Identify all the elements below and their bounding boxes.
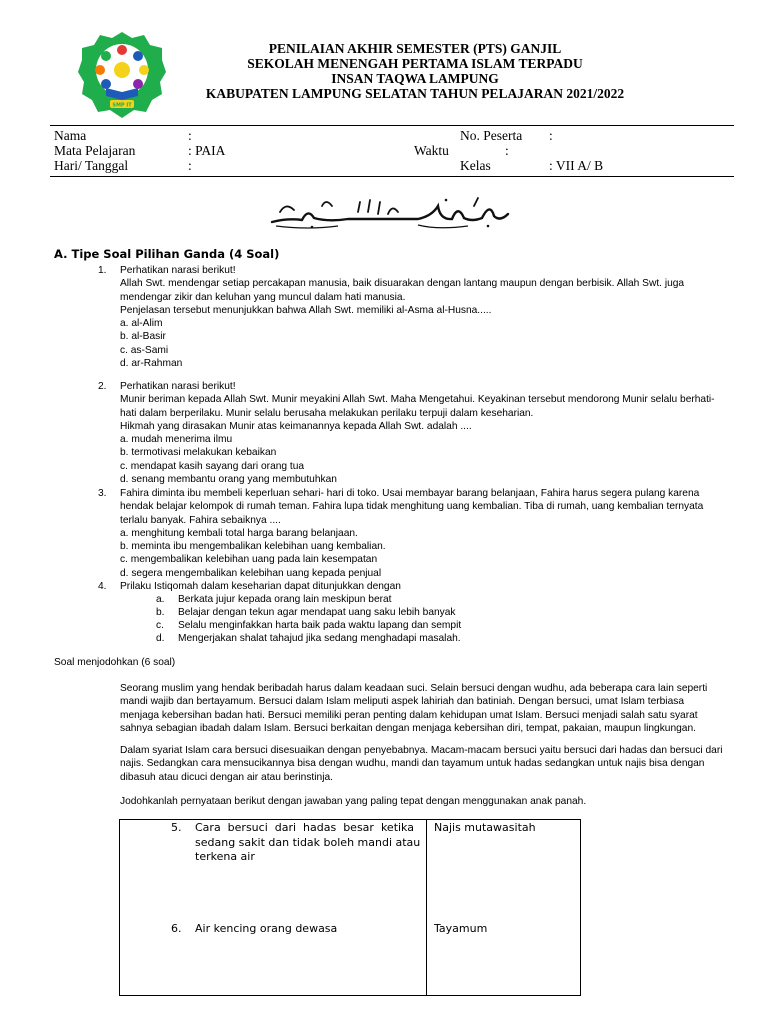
mapel-label: Mata Pelajaran — [54, 143, 136, 158]
paragraph-line: menjaga kebersihan badan hati. Bersuci memiliki peran penting dalam kehidupan umat Islam. Bersuci menjadi salah satu syarat — [120, 709, 698, 721]
match-row-6-statement: Air kencing orang dewasa — [195, 922, 338, 935]
q3-line: hendak belajar kelompok di rumah teman. Fahira lupa tidak menghitung uang kembalian. Tiba di rumah, uang kembalian ternyata — [120, 501, 704, 513]
nama-label: Nama — [54, 128, 87, 143]
q2-number: 2. — [98, 381, 107, 392]
q2-line: Munir beriman kepada Allah Swt. Munir meyakini Allah Swt. Maha Mengetahui. Keyakinan tersebut mendorong Munir selalu berhati- — [120, 394, 715, 406]
paragraph-line: mandi wajib dan bertayamum. Bersuci dalam Islam meliputi aspek lahiriah dan batiniah. Dengan bersuci, umat Islam terbiasa — [120, 696, 684, 708]
match-row-5-number: 5. — [171, 821, 182, 834]
q2-option-c: c. mendapat kasih sayang dari orang tua — [120, 460, 305, 472]
statement-line: sedang sakit dan tidak boleh mandi atau — [195, 835, 421, 849]
no-peserta-value: : — [549, 128, 553, 143]
q3-body — [120, 487, 728, 580]
hari-value: : — [188, 158, 192, 173]
statement-line: Cara bersuci dari hadas besar ketika — [195, 821, 414, 834]
header-line-4: KABUPATEN LAMPUNG SELATAN TAHUN PELAJARAN 2021/2022 — [205, 86, 625, 101]
q1-option-d: d. ar-Rahman — [120, 358, 183, 370]
q1-line: mendengar zikir dan keluhan yang muncul dalam hati manusia. — [120, 291, 406, 303]
q2-option-b: b. termotivasi melakukan kebaikan — [120, 447, 277, 459]
matching-table-divider — [426, 819, 427, 996]
matching-paragraph-1 — [120, 682, 732, 735]
school-logo — [76, 30, 168, 120]
q1-option-b: b. al-Basir — [120, 331, 166, 343]
q1-body — [120, 264, 728, 370]
kelas-label: Kelas — [460, 158, 491, 173]
logo-text: SMP IT — [112, 102, 132, 109]
matching-paragraph-2 — [120, 744, 732, 784]
match-row-6-number: 6. — [171, 922, 182, 935]
nama-value: : — [188, 128, 192, 143]
paragraph-line: Dalam syariat Islam cara bersuci disesuaikan dengan penyebabnya. Macam-macam bersuci yaitu bersuci dari hadas dan bersuci dari — [120, 745, 723, 756]
q1-number: 1. — [98, 265, 107, 276]
q1-line: Perhatikan narasi berikut! — [120, 265, 236, 276]
waktu-label: Waktu — [414, 143, 449, 158]
divider-top — [50, 125, 734, 126]
divider-bottom — [50, 176, 734, 177]
q1-line: Penjelasan tersebut menunjukkan bahwa Allah Swt. memiliki al-Asma al-Husna..... — [120, 304, 492, 316]
q4-option-d-letter: d. — [156, 633, 165, 644]
q3-line: Fahira diminta ibu membeli keperluan sehari- hari di toko. Usai membayar barang belanjaan, Fahira harus segera pulang karena — [120, 488, 700, 499]
q3-line: terlalu banyak. Fahira sebaiknya .... — [120, 514, 281, 526]
paragraph-line: najis. Sedangkan cara mensucikannya bisa dengan wudhu, mandi dan tayamum untuk hadas sedangkan untuk najis bisa dengan — [120, 758, 705, 770]
q4-number: 4. — [98, 581, 107, 592]
no-peserta-label: No. Peserta — [460, 128, 523, 143]
section-a-title: A. Tipe Soal Pilihan Ganda (4 Soal) — [54, 247, 280, 261]
mapel-value: : PAIA — [188, 143, 226, 158]
q2-line: Perhatikan narasi berikut! — [120, 381, 236, 392]
q3-option-b: b. meminta ibu mengembalikan kelebihan uang kembalian. — [120, 541, 386, 553]
q3-option-d: d. segera mengembalikan kelebihan uang kepada penjual — [120, 567, 382, 579]
matching-heading: Soal menjodohkan (6 soal) — [54, 657, 176, 668]
hari-label: Hari/ Tanggal — [54, 158, 129, 173]
q3-number: 3. — [98, 488, 107, 499]
q3-option-c: c. mengembalikan kelebihan uang pada lain kesempatan — [120, 554, 378, 566]
matching-instruction: Jodohkanlah pernyataan berikut dengan jawaban yang paling tepat dengan menggunakan anak panah. — [120, 796, 587, 807]
q4-option-a-text: Berkata jujur kepada orang lain meskipun berat — [178, 594, 392, 605]
q1-option-c: c. as-Sami — [120, 344, 169, 356]
waktu-value: : — [505, 143, 509, 158]
header-line-2: SEKOLAH MENENGAH PERTAMA ISLAM TERPADU — [247, 56, 583, 71]
header-line-1: PENILAIAN AKHIR SEMESTER (PTS) GANJIL — [268, 41, 562, 56]
q2-option-a: a. mudah menerima ilmu — [120, 434, 233, 446]
q2-line: Hikmah yang dirasakan Munir atas keimanannya kepada Allah Swt. adalah .... — [120, 420, 472, 432]
q4-option-d-text: Mengerjakan shalat tahajud jika sedang menghadapi masalah. — [178, 633, 461, 644]
kelas-value: : VII A/ B — [549, 158, 604, 173]
statement-line: terkena air — [195, 850, 255, 863]
q2-option-d: d. senang membantu orang yang membutuhkan — [120, 474, 337, 486]
q1-line: Allah Swt. mendengar setiap percakapan manusia, baik disuarakan dengan lantang maupun dengan berbisik. Allah Swt. juga — [120, 278, 685, 290]
q1-option-a: a. al-Alim — [120, 318, 163, 330]
match-row-5-statement — [195, 821, 421, 865]
paragraph-line: Seorang muslim yang hendak beribadah harus dalam keadaan suci. Selain bersuci dengan wudhu, ada beberapa cara lain seperti — [120, 683, 708, 694]
match-answer-najis-mutawasitah[interactable]: Najis mutawasitah — [434, 821, 536, 834]
q4-option-c-letter: c. — [156, 620, 164, 631]
q4-stem: Prilaku Istiqomah dalam keseharian dapat ditunjukkan dengan — [120, 581, 401, 592]
q4-option-b-text: Belajar dengan tekun agar mendapat uang saku lebih banyak — [178, 607, 456, 618]
q4-option-c-text: Selalu menginfakkan harta baik pada waktu lapang dan sempit — [178, 620, 462, 631]
paragraph-line: dibasuh atau dicuci dengan air atau berinstinja. — [120, 771, 333, 783]
q2-line: hati dalam berperilaku. Munir selalu berusaha melakukan perilaku terpuji dalam keseharian. — [120, 407, 534, 419]
paragraph-line: sahnya sebagian ibadah dalam Islam. Bersuci berkaitan dengan menjaga kebersihan diri, tempat, pakaian, maupun lingkungan. — [120, 722, 696, 734]
header-line-3: INSAN TAQWA LAMPUNG — [331, 71, 499, 86]
q4-option-b-letter: b. — [156, 607, 165, 618]
q2-body — [120, 380, 728, 486]
match-answer-tayamum[interactable]: Tayamum — [434, 922, 488, 935]
q3-option-a: a. menghitung kembali total harga barang belanjaan. — [120, 527, 358, 539]
basmalah-calligraphy — [268, 192, 512, 232]
q4-option-a-letter: a. — [156, 594, 165, 605]
